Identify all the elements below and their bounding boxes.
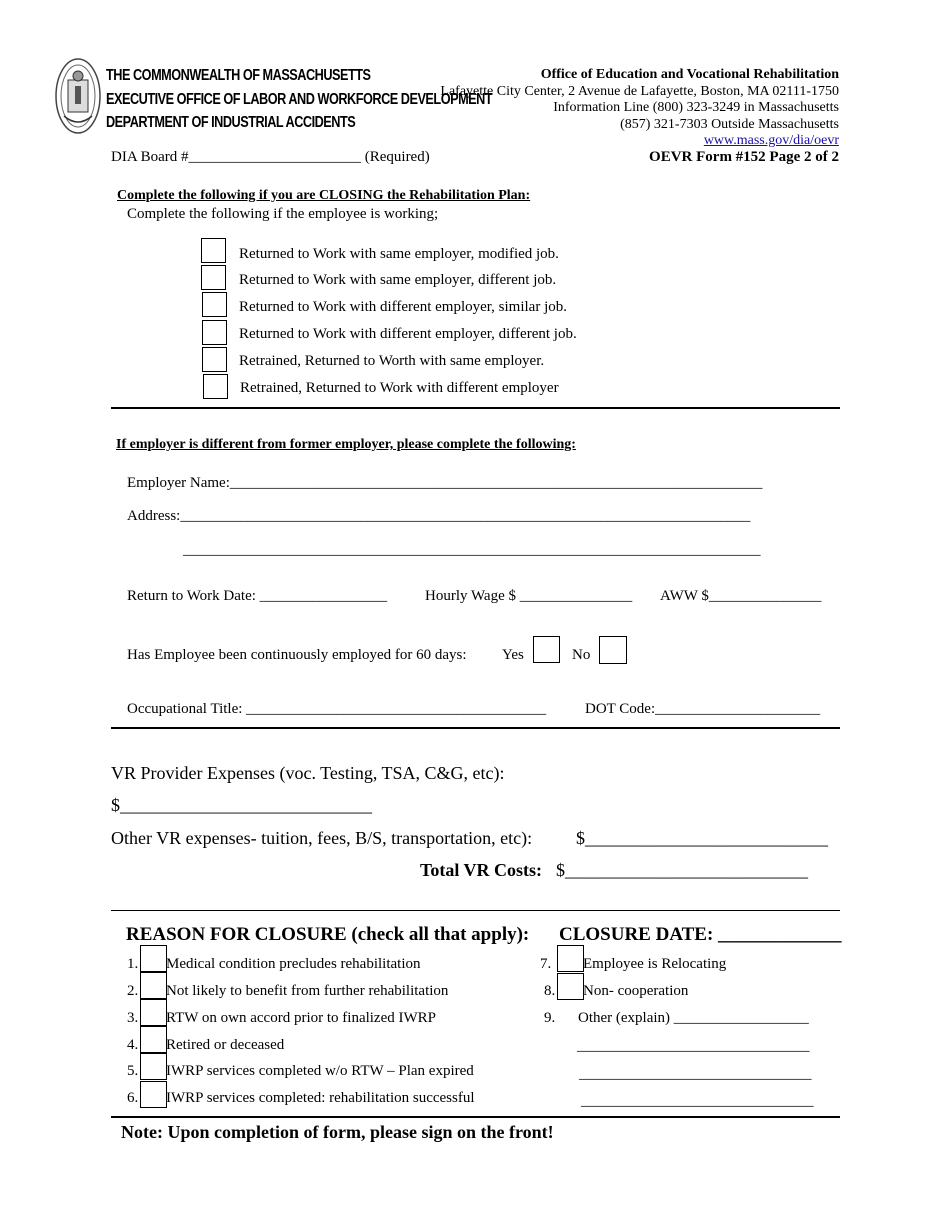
reason-label-2: Not likely to benefit from further rehabilitation: [166, 983, 449, 999]
explain-line-2[interactable]: _______________________________: [579, 1066, 812, 1082]
employer-address-line2[interactable]: _____________________________________________________________________________: [183, 542, 761, 558]
provider-expenses-field[interactable]: $____________________________: [111, 795, 372, 815]
reason-label-9[interactable]: Other (explain) __________________: [578, 1010, 809, 1026]
option-label-2: Returned to Work with same employer, different job.: [239, 272, 557, 288]
option-label-4: Returned to Work with different employer, different job.: [239, 326, 577, 342]
reason-checkbox-5[interactable]: [140, 1053, 167, 1080]
option-checkbox-5[interactable]: [202, 347, 227, 372]
yes-label: Yes: [502, 647, 524, 663]
option-checkbox-2[interactable]: [201, 265, 226, 290]
option-checkbox-1[interactable]: [201, 238, 226, 263]
divider: [111, 1116, 840, 1118]
closure-date-field[interactable]: CLOSURE DATE: _____________: [559, 924, 842, 945]
reason-checkbox-6[interactable]: [140, 1081, 167, 1108]
logo-line-2: EXECUTIVE OFFICE OF LABOR AND WORKFORCE DEVELOPMENT: [106, 91, 493, 108]
hourly-wage-field[interactable]: Hourly Wage $ _______________: [425, 588, 633, 604]
explain-line-3[interactable]: _______________________________: [581, 1093, 814, 1109]
rtw-date-field[interactable]: Return to Work Date: _________________: [127, 588, 388, 604]
info-line: Information Line (800) 323-3249 in Massachusetts: [553, 100, 839, 115]
form-id: OEVR Form #152 Page 2 of 2: [649, 149, 839, 165]
reason-checkbox-3[interactable]: [140, 999, 167, 1026]
employer-heading: If employer is different from former employer, please complete the following:: [116, 437, 576, 452]
reason-heading: REASON FOR CLOSURE (check all that apply):: [126, 924, 530, 945]
continuous-employment-question: Has Employee been continuously employed for 60 days:: [127, 647, 467, 663]
outside-line: (857) 321-7303 Outside Massachusetts: [620, 117, 839, 132]
reason-num-8: 8.: [544, 983, 556, 999]
reason-num-2: 2.: [127, 983, 139, 999]
divider: [111, 727, 840, 729]
option-checkbox-6[interactable]: [203, 374, 228, 399]
option-label-1: Returned to Work with same employer, modified job.: [239, 246, 559, 262]
reason-label-8: Non- cooperation: [583, 983, 689, 999]
reason-num-3: 3.: [127, 1010, 139, 1026]
website-link[interactable]: www.mass.gov/dia/oevr: [703, 133, 839, 148]
reason-num-5: 5.: [127, 1063, 139, 1079]
employer-address-field[interactable]: Address:____________________________________________________________________________: [127, 508, 751, 524]
closing-subheading: Complete the following if the employee is working;: [127, 206, 439, 222]
option-label-3: Returned to Work with different employer, similar job.: [239, 299, 567, 315]
state-seal-logo: [54, 56, 102, 136]
provider-expenses-label: VR Provider Expenses (voc. Testing, TSA, C&G, etc):: [111, 763, 505, 783]
occupational-title-field[interactable]: Occupational Title: ________________________________________: [127, 701, 547, 717]
other-expenses-label: Other VR expenses- tuition, fees, B/S, transportation, etc):: [111, 828, 533, 848]
logo-line-3: DEPARTMENT OF INDUSTRIAL ACCIDENTS: [106, 114, 356, 131]
divider: [111, 910, 840, 911]
reason-label-1: Medical condition precludes rehabilitation: [166, 956, 421, 972]
explain-line-1[interactable]: _______________________________: [577, 1038, 810, 1054]
reason-num-9: 9.: [544, 1010, 556, 1026]
reason-checkbox-1[interactable]: [140, 945, 167, 972]
reason-num-6: 6.: [127, 1090, 139, 1106]
reason-checkbox-2[interactable]: [140, 972, 167, 999]
total-costs-label: Total VR Costs:: [420, 860, 543, 880]
option-label-6: Retrained, Returned to Work with different employer: [240, 380, 559, 396]
reason-label-5: IWRP services completed w/o RTW – Plan expired: [166, 1063, 474, 1079]
reason-num-7: 7.: [540, 956, 552, 972]
option-checkbox-4[interactable]: [202, 320, 227, 345]
reason-checkbox-7[interactable]: [557, 945, 584, 972]
employer-name-field[interactable]: Employer Name:_______________________________________________________________________: [127, 475, 763, 491]
yes-checkbox[interactable]: [533, 636, 560, 663]
logo-line-1: THE COMMONWEALTH OF MASSACHUSETTS: [106, 67, 371, 84]
reason-checkbox-4[interactable]: [140, 1026, 167, 1053]
option-label-5: Retrained, Returned to Worth with same employer.: [239, 353, 545, 369]
reason-checkbox-8[interactable]: [557, 973, 584, 1000]
footer-note: Note: Upon completion of form, please sign on the front!: [121, 1122, 554, 1142]
reason-label-7: Employee is Relocating: [583, 956, 727, 972]
total-costs-field[interactable]: $___________________________: [556, 860, 808, 880]
dia-board-field[interactable]: DIA Board #_______________________ (Required): [111, 149, 430, 165]
reason-label-3: RTW on own accord prior to finalized IWRP: [166, 1010, 436, 1026]
divider: [111, 407, 840, 409]
other-expenses-field[interactable]: $___________________________: [576, 828, 828, 848]
closing-heading: Complete the following if you are CLOSING the Rehabilitation Plan:: [117, 188, 531, 203]
no-label: No: [572, 647, 591, 663]
aww-field[interactable]: AWW $_______________: [660, 588, 822, 604]
no-checkbox[interactable]: [599, 636, 627, 664]
reason-label-4: Retired or deceased: [166, 1037, 285, 1053]
dot-code-field[interactable]: DOT Code:______________________: [585, 701, 821, 717]
reason-num-4: 4.: [127, 1037, 139, 1053]
reason-num-1: 1.: [127, 956, 139, 972]
option-checkbox-3[interactable]: [202, 292, 227, 317]
reason-label-6: IWRP services completed: rehabilitation successful: [166, 1090, 475, 1106]
office-address: Lafayette City Center, 2 Avenue de Lafayette, Boston, MA 02111-1750: [440, 84, 839, 99]
office-name: Office of Education and Vocational Rehabilitation: [540, 67, 839, 82]
